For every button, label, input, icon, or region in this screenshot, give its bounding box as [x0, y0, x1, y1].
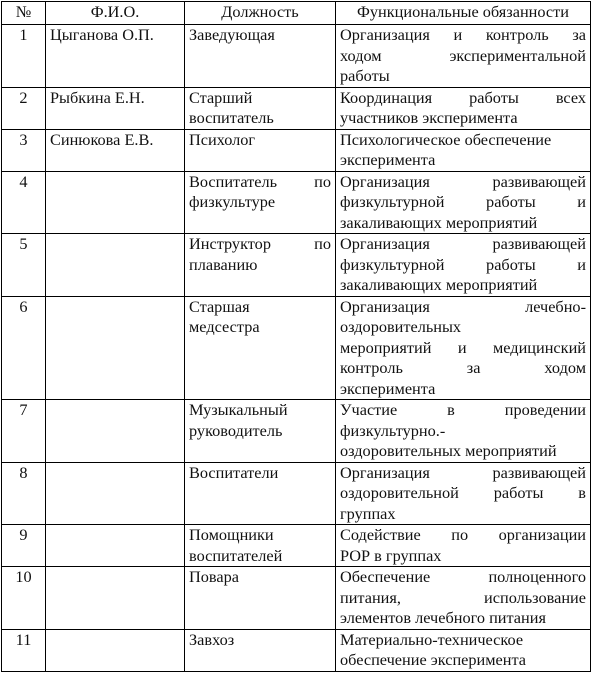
- header-num: №: [2, 2, 46, 25]
- duty-line: закаливающих мероприятий: [340, 275, 538, 294]
- duty-line: Организация лечебно-: [340, 296, 586, 316]
- row-duties: [336, 567, 591, 630]
- row-number: 8: [2, 462, 46, 525]
- table-row: [2, 171, 591, 234]
- row-number: 2: [2, 87, 46, 129]
- duty-line: группах: [340, 503, 396, 523]
- duty-line: Организация развивающей: [340, 234, 586, 253]
- duty-line: обеспечение эксперимента: [340, 650, 527, 669]
- position-line: медсестра: [189, 317, 260, 336]
- header-fio: Ф.И.О.: [46, 2, 185, 25]
- row-number: 6: [2, 296, 46, 400]
- row-number: 7: [2, 400, 46, 463]
- duty-line: физкультурной работы и: [340, 192, 586, 211]
- row-number: 4: [2, 171, 46, 234]
- header-position: Должность: [185, 2, 336, 25]
- duty-line: контроль за ходом: [340, 358, 586, 377]
- table-row: [2, 567, 591, 630]
- row-fio: [46, 234, 185, 297]
- position-line: Помощники: [189, 525, 274, 544]
- row-fio: [46, 296, 185, 400]
- table-row: [2, 296, 591, 400]
- position-line: Инструктор по: [189, 234, 331, 253]
- duty-line: закаливающих мероприятий: [340, 212, 538, 232]
- position-line: руководитель: [189, 420, 283, 440]
- duty-line: оздоровительной работы в: [340, 483, 586, 502]
- row-position: [185, 171, 336, 234]
- row-number: 5: [2, 234, 46, 297]
- table-row: [2, 129, 591, 171]
- duty-line: оздоровительных мероприятий: [340, 441, 557, 460]
- row-duties: [336, 87, 591, 129]
- row-fio: Синюкова Е.В.: [46, 129, 185, 171]
- row-position: [185, 234, 336, 297]
- row-fio: [46, 400, 185, 463]
- row-number: 11: [2, 629, 46, 671]
- position-line: Психолог: [189, 129, 256, 149]
- row-duties: [336, 171, 591, 234]
- row-position: [185, 567, 336, 630]
- duty-line: эксперимента: [340, 378, 436, 398]
- row-fio: [46, 171, 185, 234]
- table-row: [2, 87, 591, 129]
- duty-line: Организация развивающей: [340, 462, 586, 482]
- duty-line: элементов лечебного питания: [340, 608, 546, 627]
- row-position: [185, 296, 336, 400]
- duty-line: Содействие по организации: [340, 525, 586, 544]
- position-line: Старший: [189, 87, 253, 107]
- row-duties: [336, 629, 591, 671]
- row-position: [185, 25, 336, 88]
- duty-line: питания, использование: [340, 587, 586, 607]
- table-row: [2, 629, 591, 671]
- position-line: Воспитатели: [189, 462, 279, 482]
- row-number: 1: [2, 25, 46, 88]
- row-duties: [336, 129, 591, 171]
- table-row: [2, 400, 591, 463]
- table-header-row: [2, 2, 591, 25]
- duty-line: Организация развивающей: [340, 171, 586, 191]
- duty-line: оздоровительных: [340, 317, 462, 336]
- position-line: Музыкальный: [189, 400, 288, 419]
- row-position: [185, 462, 336, 525]
- row-position: [185, 87, 336, 129]
- duty-line: Психологическое обеспечение: [340, 129, 552, 149]
- table-row: [2, 525, 591, 567]
- duty-line: работы: [340, 66, 390, 85]
- duty-line: Координация работы всех: [340, 87, 586, 107]
- row-position: [185, 525, 336, 567]
- position-line: Завхоз: [189, 629, 235, 649]
- duty-line: физкультурно.-: [340, 420, 446, 440]
- row-fio: [46, 567, 185, 630]
- position-line: Старшая: [189, 296, 250, 316]
- duty-line: Обеспечение полноценного: [340, 567, 586, 586]
- duty-line: физкультурной работы и: [340, 254, 586, 274]
- row-number: 10: [2, 567, 46, 630]
- duty-line: Участие в проведении: [340, 400, 586, 419]
- row-number: 3: [2, 129, 46, 171]
- row-fio: [46, 462, 185, 525]
- duty-line: участников эксперимента: [340, 108, 518, 127]
- row-duties: [336, 296, 591, 400]
- row-fio: Рыбкина Е.Н.: [46, 87, 185, 129]
- table-row: [2, 234, 591, 297]
- row-fio: [46, 525, 185, 567]
- row-duties: [336, 462, 591, 525]
- position-line: Повара: [189, 567, 239, 586]
- table-row: [2, 25, 591, 88]
- position-line: воспитателей: [189, 545, 283, 565]
- header-duties: Функциональные обязанности: [336, 2, 591, 25]
- row-duties: [336, 25, 591, 88]
- position-line: воспитатель: [189, 108, 274, 127]
- row-duties: [336, 234, 591, 297]
- row-duties: [336, 400, 591, 463]
- position-line: плаванию: [189, 254, 258, 274]
- row-position: [185, 629, 336, 671]
- duty-line: ходом экспериментальной: [340, 45, 586, 65]
- duty-line: Организация и контроль за: [340, 25, 586, 44]
- row-number: 9: [2, 525, 46, 567]
- position-line: физкультуре: [189, 192, 276, 211]
- duty-line: эксперимента: [340, 150, 436, 169]
- duty-line: РОР в группах: [340, 545, 442, 565]
- position-line: Заведующая: [189, 25, 275, 44]
- roles-table: [1, 1, 591, 672]
- row-position: [185, 129, 336, 171]
- row-duties: [336, 525, 591, 567]
- row-position: [185, 400, 336, 463]
- position-line: Воспитатель по: [189, 171, 331, 191]
- duty-line: мероприятий и медицинский: [340, 337, 586, 357]
- row-fio: Цыганова О.П.: [46, 25, 185, 88]
- table-row: [2, 462, 591, 525]
- row-fio: [46, 629, 185, 671]
- duty-line: Материально-техническое: [340, 629, 524, 649]
